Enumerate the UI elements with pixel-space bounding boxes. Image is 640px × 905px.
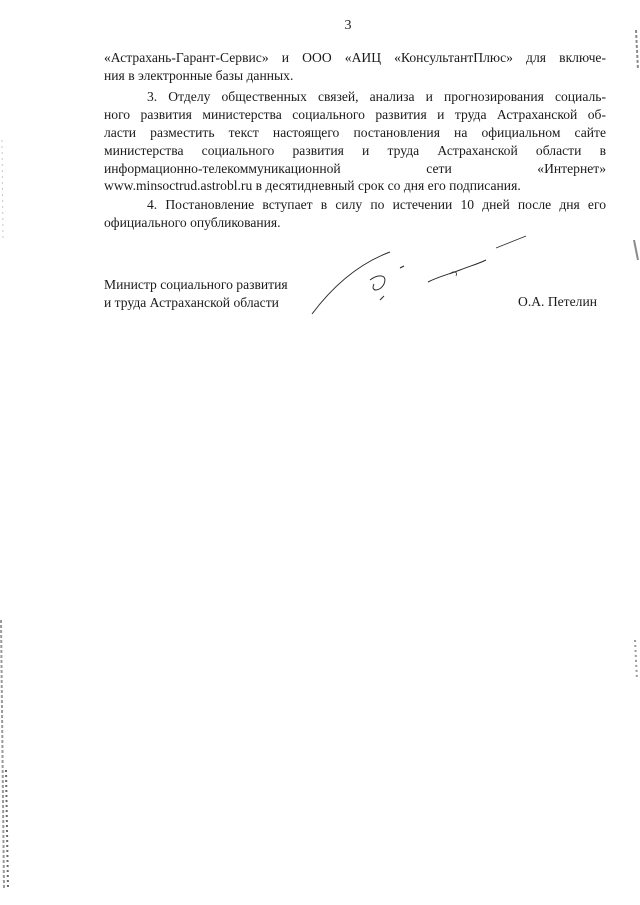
page-number: 3 <box>344 18 352 33</box>
body-line: www.minsoctrud.astrobl.ru в десятидневный срок со дня его подписания. <box>104 178 521 193</box>
scan-edge-artifact <box>0 620 12 890</box>
scan-edge-artifact <box>630 30 640 70</box>
body-line: «Астрахань-Гарант-Сервис» и ООО «АИЦ «КонсультантПлюс» для включе- <box>104 50 606 65</box>
scan-edge-artifact <box>630 640 640 680</box>
signatory-name: О.А. Петелин <box>518 294 597 309</box>
body-line: ласти разместить текст настоящего постановления на официальном сайте <box>104 125 606 140</box>
scan-edge-artifact <box>630 240 640 260</box>
scan-edge-artifact <box>0 140 12 240</box>
body-line: министерства социального развития и труда Астраханской области в <box>104 143 606 158</box>
handwritten-signature <box>300 230 540 320</box>
body-line: официального опубликования. <box>104 215 281 230</box>
paragraph-4-first-line: 4. Постановление вступает в силу по истечении 10 дней после дня его <box>147 197 606 212</box>
signatory-title-line2: и труда Астраханской области <box>104 295 279 310</box>
body-line: ного развития министерства социального развития и труда Астраханской об- <box>104 107 606 122</box>
body-line: ния в электронные базы данных. <box>104 68 294 83</box>
body-line: информационно-телекоммуникационной сети «Интернет» <box>104 161 606 176</box>
paragraph-3-first-line: 3. Отделу общественных связей, анализа и прогнозирования социаль- <box>147 89 606 104</box>
signatory-title-line1: Министр социального развития <box>104 277 288 292</box>
